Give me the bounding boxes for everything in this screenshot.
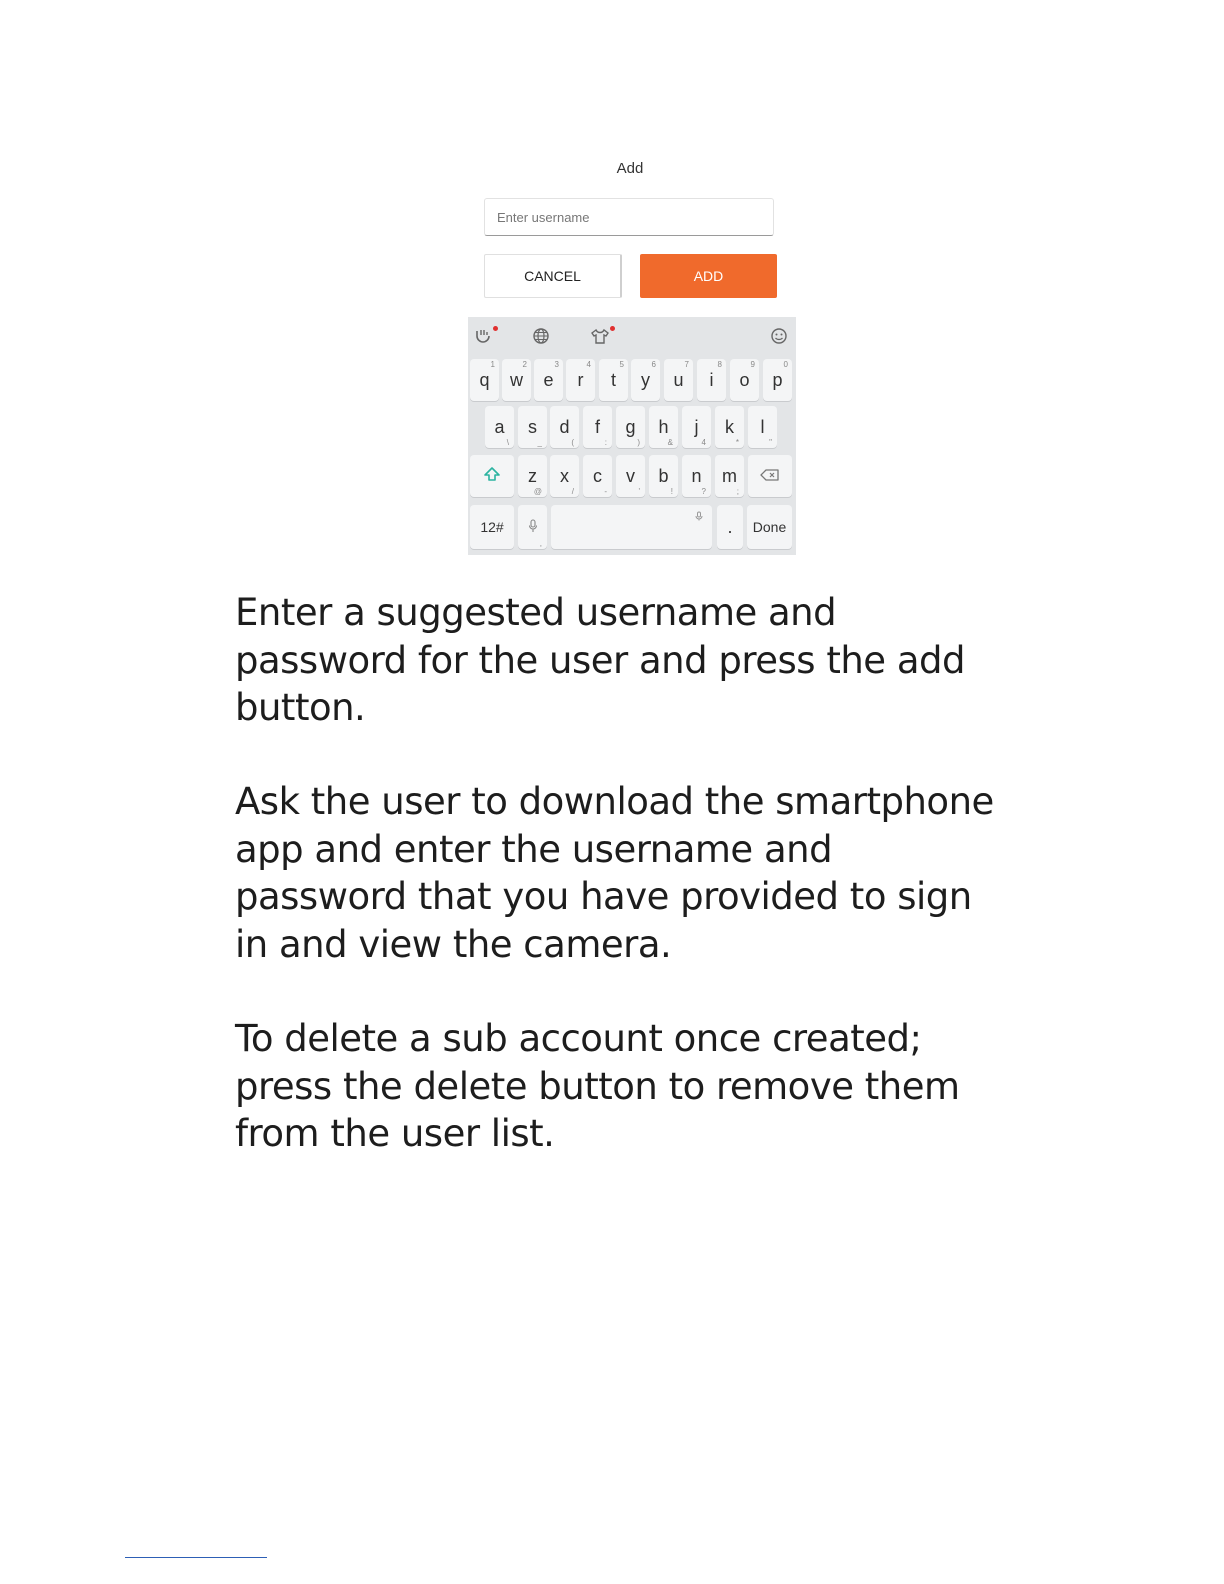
key-k[interactable]: k * — [715, 406, 744, 448]
backspace-key[interactable] — [748, 455, 792, 497]
key-o[interactable]: o 9 — [730, 359, 759, 401]
done-key[interactable]: Done — [747, 505, 792, 549]
shift-icon — [483, 466, 501, 487]
comma-key[interactable]: , — [518, 505, 547, 549]
key-y[interactable]: y 6 — [631, 359, 660, 401]
dialog-title: Add — [616, 160, 644, 177]
key-s[interactable]: s _ — [518, 406, 547, 448]
emoji-icon[interactable] — [768, 326, 790, 346]
key-h[interactable]: h & — [649, 406, 678, 448]
key-q[interactable]: q 1 — [470, 359, 499, 401]
add-button[interactable]: ADD — [640, 254, 777, 298]
key-j[interactable]: j 4 — [682, 406, 711, 448]
space-key[interactable] — [551, 505, 712, 549]
key-p[interactable]: p 0 — [763, 359, 792, 401]
key-c[interactable]: c - — [583, 455, 612, 497]
backspace-icon — [760, 466, 780, 487]
mic-small-icon — [694, 511, 704, 523]
key-e[interactable]: e 3 — [534, 359, 563, 401]
footer-divider — [125, 1557, 267, 1558]
on-screen-keyboard — [468, 317, 796, 555]
key-u[interactable]: u 7 — [664, 359, 693, 401]
key-g[interactable]: g ) — [616, 406, 645, 448]
key-x[interactable]: x / — [550, 455, 579, 497]
key-l[interactable]: l " — [748, 406, 777, 448]
cancel-button[interactable]: CANCEL — [484, 254, 622, 298]
key-n[interactable]: n ? — [682, 455, 711, 497]
key-b[interactable]: b ! — [649, 455, 678, 497]
mic-icon — [528, 517, 538, 538]
key-z[interactable]: z @ — [518, 455, 547, 497]
key-m[interactable]: m ; — [715, 455, 744, 497]
instruction-download-app: Ask the user to download the smartphone app and enter the username and password that you have provided to sign in and view the camera. — [235, 780, 994, 966]
key-r[interactable]: r 4 — [566, 359, 595, 401]
keyboard-toolbar — [468, 317, 796, 355]
username-input[interactable] — [484, 198, 774, 236]
globe-icon[interactable] — [530, 326, 552, 346]
theme-shirt-icon[interactable] — [589, 326, 611, 346]
shift-key[interactable] — [470, 455, 514, 497]
key-t[interactable]: t 5 — [599, 359, 628, 401]
key-d[interactable]: d ( — [550, 406, 579, 448]
instruction-delete-account: To delete a sub account once created; press the delete button to remove them from the user list. — [235, 1017, 960, 1155]
key-f[interactable]: f : — [583, 406, 612, 448]
key-w[interactable]: w 2 — [502, 359, 531, 401]
period-key[interactable]: . — [717, 505, 743, 549]
sticker-icon[interactable] — [472, 326, 494, 346]
instruction-add-user: Enter a suggested username and password for the user and press the add button. — [235, 591, 965, 729]
key-i[interactable]: i 8 — [697, 359, 726, 401]
key-v[interactable]: v ' — [616, 455, 645, 497]
numbers-key[interactable]: 12# — [470, 505, 514, 549]
key-a[interactable]: a \ — [485, 406, 514, 448]
